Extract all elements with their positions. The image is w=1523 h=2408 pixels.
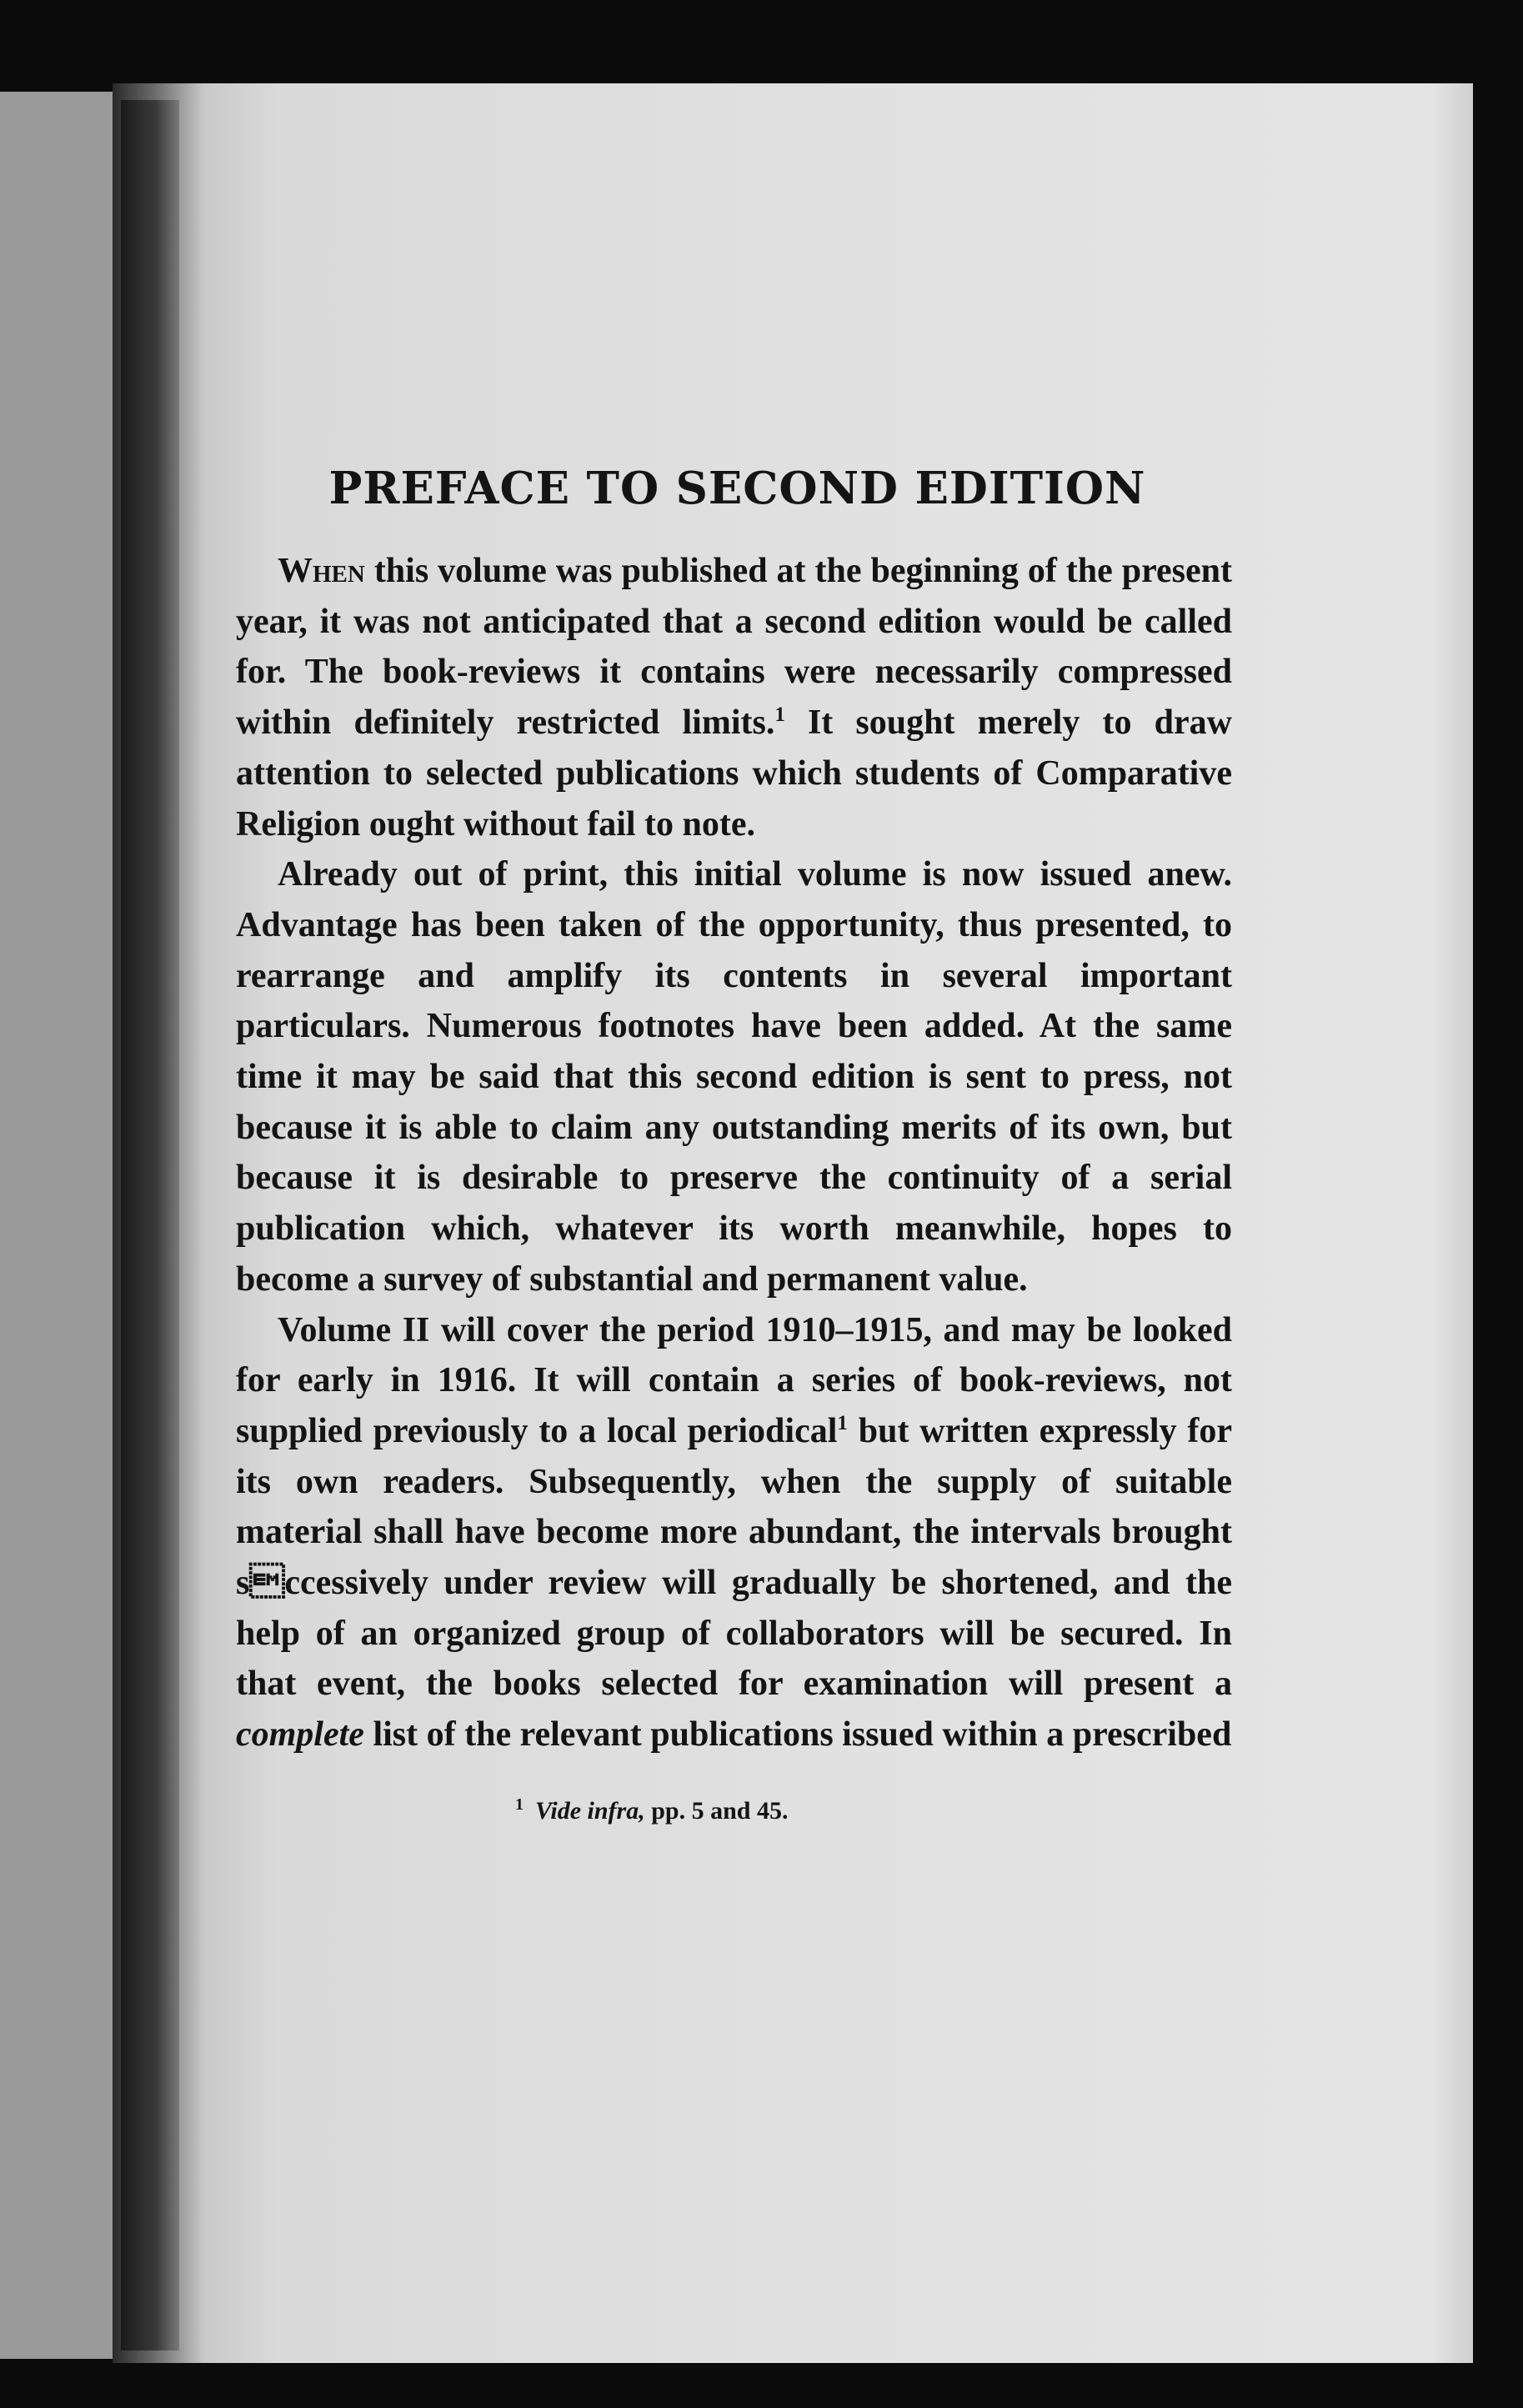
footnote-ref: 1 (837, 1411, 848, 1434)
footnote-text: pp. 5 and 45. (644, 1796, 789, 1825)
footnote (236, 1795, 1232, 1825)
emphasis: complete (236, 1715, 364, 1755)
paragraph-3 (236, 1305, 1232, 1760)
paragraph-1 (236, 546, 1232, 849)
paragraph-2 (236, 849, 1232, 1304)
paragraph-text: this volume was published at the beginning of the present year, it was not anticipated that a second edition would be called for. The book-reviews it contains were necessarily compressed within definitely restricted limits. (236, 552, 1232, 743)
paragraph-text: but written expressly for its own readers. Subsequently, when the supply of suitable material shall have become more abundant, the intervals brought sccessively under review will gradually be shortened, and the help of an organized group of collaborators will be secured. In that event, the books selected for examination will present a (236, 1411, 1233, 1704)
paragraph-text: list of the relevant publications issued within a prescribed (363, 1715, 1232, 1755)
book-gutter-shadow (121, 100, 179, 2350)
footnote-marker: 1 (515, 1795, 524, 1814)
footnote-italic: Vide infra, (535, 1796, 645, 1825)
preface-text-block (236, 463, 1232, 1825)
paragraph-text: Volume II will cover the period 1910–1915, and may be looked for early in 1916. It will contain a series of book-reviews, not supplied previously to a local periodical (236, 1310, 1232, 1450)
paragraph-lead-word: When (278, 552, 365, 590)
scan-edge (0, 92, 113, 2359)
paragraph-text: Already out of print, this initial volume is now issued anew. Advantage has been taken of the opportunity, thus presented, to rearrange and amplify its contents in several important particulars. Numerous footnotes have been added. At the same time it may be said that this second edition is sent to press, not because it is able to claim any outstanding merits of its own, but because it is desirable to preserve the continuity of a serial publication which, whatever its worth meanwhile, hopes to become a survey of substantial and permanent value. (236, 855, 1232, 1299)
paragraph-text: It sought merely to draw attention to selected publications which students of Comparative Religion ought without fail to note. (236, 703, 1232, 844)
footnote-ref: 1 (774, 703, 785, 727)
page-title: PREFACE TO SECOND EDITION (328, 463, 1146, 514)
